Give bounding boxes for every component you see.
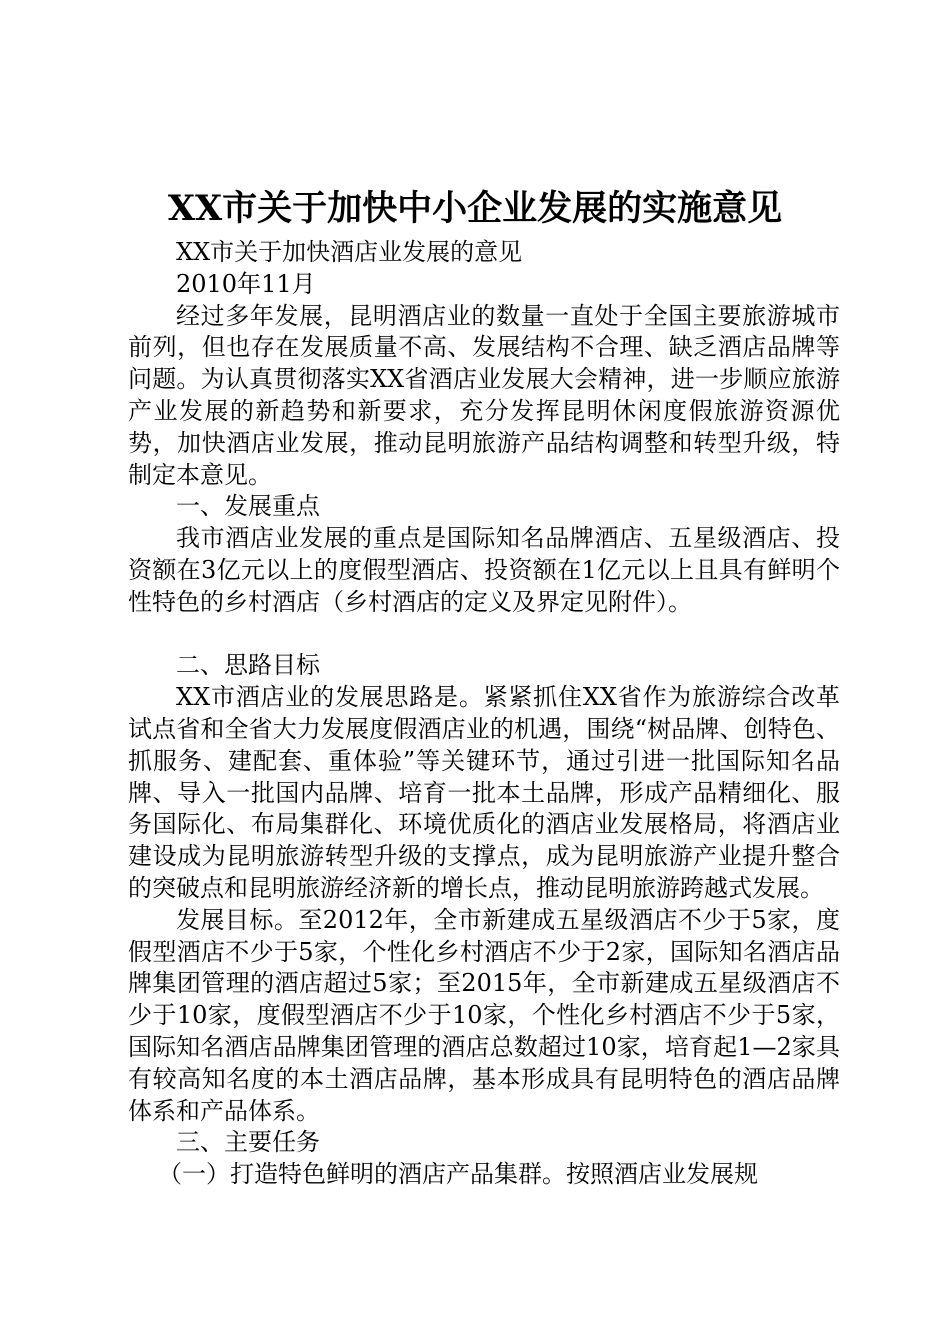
focus-paragraph: 我市酒店业发展的重点是国际知名品牌酒店、五星级酒店、投资额在3亿元以上的度假型酒店、投资额在1亿元以上且具有鲜明个性特色的乡村酒店（乡村酒店的定义及界定见附件）。 bbox=[128, 524, 840, 616]
goals-paragraph: 发展目标。至2012年，全市新建成五星级酒店不少于5家，度假型酒店不少于5家，个性化乡村酒店不少于2家，国际知名酒店品牌集团管理的酒店超过5家；至2015年，全市新建成五星级酒店不少于10家，度假型酒店不少于10家，个性化乡村酒店不少于5家，国际知名酒店品牌集团管理的酒店总数超过10家，培育起1—2家具有较高知名度的本土酒店品牌，基本形成具有昆明特色的酒店品牌体系和产品体系。 bbox=[128, 905, 840, 1125]
section-heading-approach: 二、思路目标 bbox=[176, 651, 320, 680]
document-title: XX市关于加快中小企业发展的实施意见 bbox=[167, 188, 783, 229]
document-body bbox=[128, 237, 840, 1191]
section-heading-tasks: 三、主要任务 bbox=[176, 1128, 320, 1157]
blank-line bbox=[128, 619, 840, 651]
section-heading-focus: 一、发展重点 bbox=[176, 492, 320, 521]
intro-paragraph: 经过多年发展，昆明酒店业的数量一直处于全国主要旅游城市前列，但也存在发展质量不高、发展结构不合理、缺乏酒店品牌等问题。为认真贯彻落实XX省酒店业发展大会精神，进一步顺应旅游产业发展的新趋势和新要求，充分发挥昆明休闲度假旅游资源优势，加快酒店业发展，推动昆明旅游产品结构调整和转型升级，特制定本意见。 bbox=[128, 301, 840, 489]
approach-paragraph: XX市酒店业的发展思路是。紧紧抓住XX省作为旅游综合改革试点省和全省大力发展度假酒店业的机遇，围绕“树品牌、创特色、抓服务、建配套、重体验”等关键环节，通过引进一批国际知名品牌、导入一批国内品牌、培育一批本土品牌，形成产品精细化、服务国际化、布局集群化、环境优质化的酒店业发展格局，将酒店业建设成为昆明旅游转型升级的支撑点，成为昆明旅游产业提升整合的突破点和昆明旅游经济新的增长点，推动昆明旅游跨越式发展。 bbox=[128, 683, 840, 902]
document-date: 2010年11月 bbox=[176, 269, 316, 298]
document-subtitle: XX市关于加快酒店业发展的意见 bbox=[176, 238, 523, 266]
task-paragraph: （一）打造特色鲜明的酒店产品集群。按照酒店业发展规 bbox=[158, 1160, 758, 1189]
